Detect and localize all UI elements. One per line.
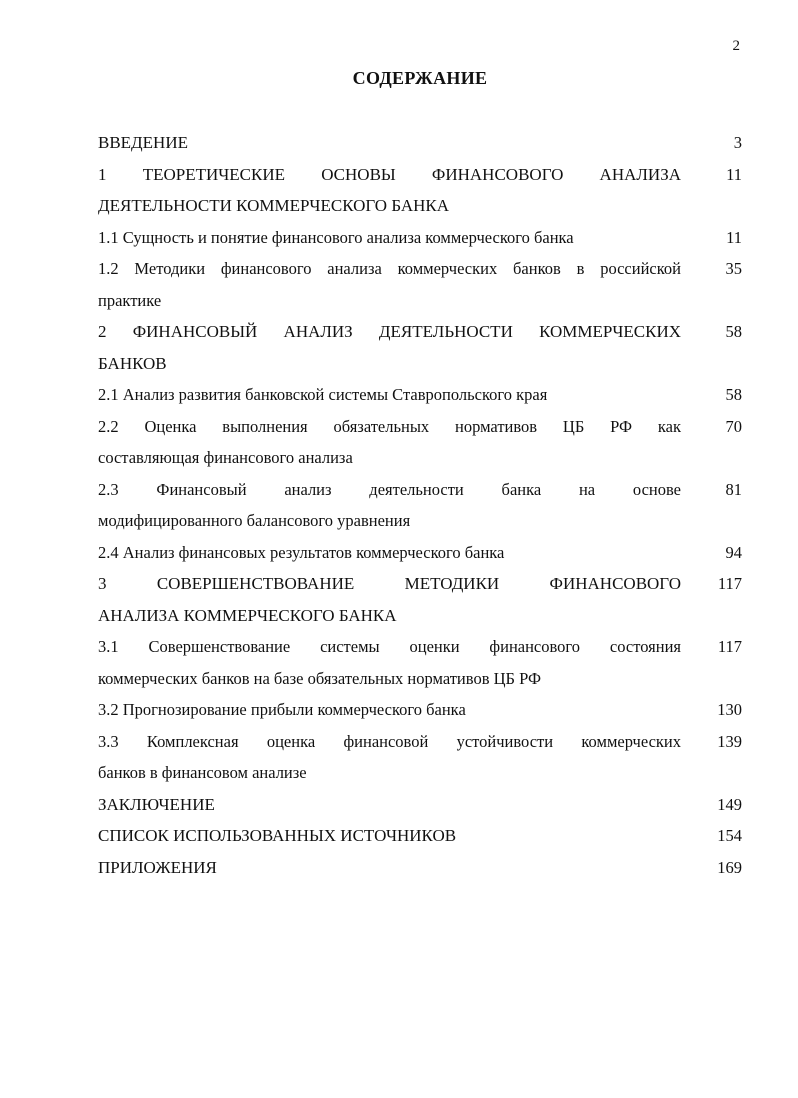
toc-entry-line: коммерческих банков на базе обязательных нормативов ЦБ РФ — [98, 668, 542, 688]
toc-entry-title — [98, 537, 681, 569]
toc-entry — [98, 379, 742, 411]
toc-entry-title — [98, 852, 681, 884]
page-title: СОДЕРЖАНИЕ — [352, 68, 488, 88]
toc-entry-line: 3.3 Комплексная оценка финансовой устойчивости коммерческих — [98, 731, 681, 751]
toc-entry — [98, 631, 742, 694]
toc-entry-line: составляющая финансового анализа — [98, 448, 353, 467]
toc-entry-title — [98, 127, 681, 159]
toc-entry-page-number: 117 — [717, 637, 742, 656]
toc-entry-line: СПИСОК ИСПОЛЬЗОВАННЫХ ИСТОЧНИКОВ — [98, 826, 457, 845]
toc-entry-line: 3.2 Прогнозирование прибыли коммерческого банка — [98, 700, 466, 719]
toc-entry-page-number: 117 — [717, 574, 742, 593]
toc-entry-line: ЗАКЛЮЧЕНИЕ — [98, 794, 215, 814]
toc-entry-line: АНАЛИЗА КОММЕРЧЕСКОГО БАНКА — [98, 605, 397, 625]
toc-entry-line: 3 СОВЕРШЕНСТВОВАНИЕ МЕТОДИКИ ФИНАНСОВОГО — [98, 574, 681, 593]
toc-entry — [98, 159, 742, 222]
toc-entry-title — [98, 631, 681, 694]
toc-entry — [98, 789, 742, 821]
page-number: 2 — [732, 38, 740, 54]
toc-entry-title — [98, 474, 681, 537]
toc-entry-title — [98, 694, 681, 726]
toc-entry-line: 2 ФИНАНСОВЫЙ АНАЛИЗ ДЕЯТЕЛЬНОСТИ КОММЕРЧЕСКИХ — [98, 322, 681, 341]
toc-entry-page-number: 81 — [725, 479, 742, 499]
toc-entry-title — [98, 159, 681, 222]
toc-entry-page-number: 3 — [733, 133, 742, 152]
toc-entry — [98, 222, 742, 254]
toc-entry — [98, 253, 742, 316]
toc-entry-line: банков в финансовом анализе — [98, 763, 307, 782]
toc-entry-line: 2.1 Анализ развития банковской системы Ставропольского края — [98, 385, 548, 404]
toc-entry — [98, 726, 742, 789]
toc-entry-line: 1 ТЕОРЕТИЧЕСКИЕ ОСНОВЫ ФИНАНСОВОГО АНАЛИЗА — [98, 164, 681, 184]
toc-entry-page-number: 58 — [725, 322, 742, 341]
toc-entry-title — [98, 411, 681, 474]
toc-entry-page-number: 154 — [717, 826, 742, 845]
toc-entry-page-number: 94 — [725, 542, 742, 562]
toc-entry-line: 1.1 Сущность и понятие финансового анализа коммерческого банка — [98, 227, 574, 247]
toc-entry-title — [98, 820, 681, 852]
toc-entry-title — [98, 316, 681, 379]
toc-entry-page-number: 58 — [725, 385, 742, 404]
toc-entry — [98, 537, 742, 569]
toc-entry — [98, 411, 742, 474]
toc-entry-line: 3.1 Совершенствование системы оценки финансового состояния — [98, 637, 681, 656]
toc-entry-page-number: 169 — [717, 857, 742, 877]
toc-entry-line: 2.3 Финансовый анализ деятельности банка на основе — [98, 479, 681, 499]
toc-entry-page-number: 35 — [725, 259, 742, 278]
toc-entry-line: БАНКОВ — [98, 353, 167, 373]
table-of-contents — [98, 127, 742, 883]
toc-entry — [98, 820, 742, 852]
toc-entry — [98, 316, 742, 379]
toc-entry-line: 2.4 Анализ финансовых результатов коммерческого банка — [98, 542, 505, 562]
toc-entry — [98, 127, 742, 159]
toc-entry-line: ДЕЯТЕЛЬНОСТИ КОММЕРЧЕСКОГО БАНКА — [98, 196, 450, 215]
toc-entry-line: 1.2 Методики финансового анализа коммерческих банков в российской — [98, 259, 681, 278]
toc-entry — [98, 474, 742, 537]
toc-entry-page-number: 11 — [726, 227, 742, 247]
toc-entry-title — [98, 726, 681, 789]
toc-entry — [98, 852, 742, 884]
toc-entry — [98, 568, 742, 631]
toc-entry-title — [98, 222, 681, 254]
toc-entry-title — [98, 789, 681, 821]
toc-entry-page-number: 149 — [717, 794, 742, 814]
toc-entry-title — [98, 253, 681, 316]
toc-entry — [98, 694, 742, 726]
toc-entry-line: ПРИЛОЖЕНИЯ — [98, 857, 217, 877]
toc-entry-line: практике — [98, 290, 162, 310]
toc-entry-page-number: 139 — [717, 731, 742, 751]
toc-entry-page-number: 11 — [726, 164, 742, 184]
toc-entry-title — [98, 379, 681, 411]
toc-entry-page-number: 70 — [725, 416, 742, 436]
toc-entry-line: ВВЕДЕНИЕ — [98, 133, 188, 152]
toc-entry-line: 2.2 Оценка выполнения обязательных нормативов ЦБ РФ как — [98, 416, 681, 436]
toc-entry-title — [98, 568, 681, 631]
toc-entry-line: модифицированного балансового уравнения — [98, 511, 411, 530]
toc-entry-page-number: 130 — [717, 700, 742, 719]
